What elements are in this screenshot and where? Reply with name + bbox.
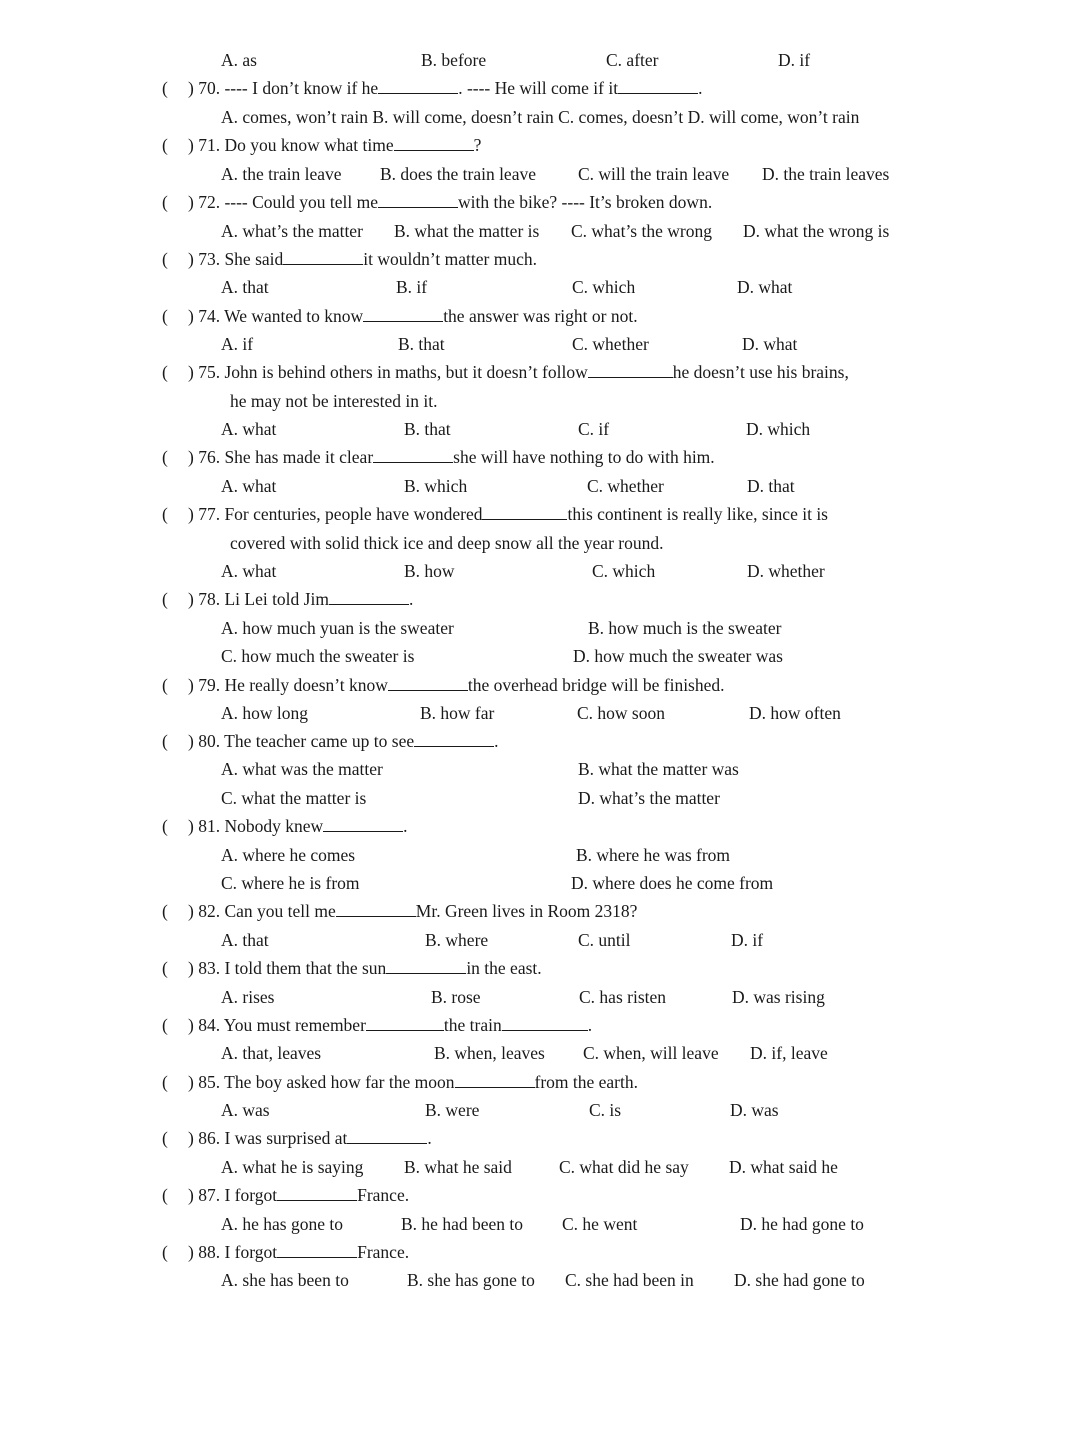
question-79: [0, 671, 1080, 699]
option-d: D. he had gone to: [740, 1214, 864, 1234]
question-stem: ) 84. You must remember the train .: [188, 1011, 592, 1039]
option-c: C. how soon: [577, 703, 665, 723]
question-84: [0, 1011, 1080, 1039]
question-stem-continued: he may not be interested in it.: [230, 391, 438, 411]
option-d: D. she had gone to: [734, 1270, 865, 1290]
options-row-q74: [0, 330, 1080, 358]
option-a: A. he has gone to: [221, 1214, 343, 1234]
option-c: C. she had been in: [565, 1270, 694, 1290]
option-d: D. how much the sweater was: [573, 646, 783, 666]
option-b: B. that: [398, 334, 445, 354]
options-row-q69: [0, 46, 1080, 74]
question-82: [0, 897, 1080, 925]
question-stem: ) 87. I forgot France.: [188, 1181, 409, 1209]
option-c: C. he went: [562, 1214, 638, 1234]
question-77: [0, 500, 1080, 528]
option-c: C. where he is from: [221, 873, 360, 893]
question-73: [0, 245, 1080, 273]
option-d: D. the train leaves: [762, 164, 890, 184]
answer-bracket: (: [162, 958, 168, 978]
option-a: A. what was the matter: [221, 759, 383, 779]
answer-bracket: (: [162, 1242, 168, 1262]
options-row-q86: [0, 1153, 1080, 1181]
option-d: D. was rising: [732, 987, 825, 1007]
question-stem-continued: covered with solid thick ice and deep snow all the year round.: [230, 533, 664, 553]
option-b: B. what the matter was: [578, 759, 739, 779]
options-row-q88: [0, 1266, 1080, 1294]
option-b: B. how: [404, 561, 455, 581]
option-b: B. she has gone to: [407, 1270, 535, 1290]
option-a: A. where he comes: [221, 845, 356, 865]
option-a: A. that: [221, 930, 269, 950]
answer-blank: [386, 954, 466, 974]
option-b: B. which: [404, 476, 468, 496]
options-row-q80-1: [0, 755, 1080, 783]
option-d: D. was: [730, 1100, 779, 1120]
option-d: D. what the wrong is: [743, 221, 890, 241]
question-76: [0, 443, 1080, 471]
option-a: A. that: [221, 277, 269, 297]
options-row-q73: [0, 273, 1080, 301]
option-c: C. whether: [587, 476, 664, 496]
option-b: B. where he was from: [576, 845, 731, 865]
option-d: D. whether: [747, 561, 825, 581]
option-d: D. where does he come from: [571, 873, 774, 893]
answer-blank: [347, 1124, 427, 1144]
options-row-q81-2: [0, 869, 1080, 897]
answer-blank: [378, 188, 458, 208]
option-a: A. what: [221, 419, 277, 439]
options-row-q82: [0, 926, 1080, 954]
option-c: C. has risten: [579, 987, 667, 1007]
answer-bracket: (: [162, 1015, 168, 1035]
options-row-q76: [0, 472, 1080, 500]
answer-blank: [378, 74, 458, 94]
question-87: [0, 1181, 1080, 1209]
option-b: B. when, leaves: [434, 1043, 545, 1063]
option-c: C. whether: [572, 334, 649, 354]
option-d: D. how often: [749, 703, 841, 723]
options-row-q80-2: [0, 784, 1080, 812]
answer-blank: [618, 74, 698, 94]
option-b: B. he had been to: [401, 1214, 523, 1234]
question-stem: ) 72. ---- Could you tell me with the bike? ---- It’s broken down.: [188, 188, 712, 216]
option-b: B. does the train leave: [380, 164, 536, 184]
option-b: B. how much is the sweater: [588, 618, 782, 638]
option-c: C. which: [572, 277, 636, 297]
option-c: C. if: [578, 419, 610, 439]
options-row-q70: [0, 103, 1080, 131]
answer-blank: [373, 443, 453, 463]
answer-blank: [588, 358, 673, 378]
answer-bracket: (: [162, 589, 168, 609]
answer-bracket: (: [162, 1072, 168, 1092]
option-b: B. before: [421, 50, 487, 70]
answer-blank: [277, 1238, 357, 1258]
answer-blank: [366, 1011, 444, 1031]
question-stem: ) 80. The teacher came up to see .: [188, 727, 498, 755]
answer-blank: [277, 1181, 357, 1201]
option-d: D. what’s the matter: [578, 788, 720, 808]
question-stem: ) 83. I told them that the sun in the east.: [188, 954, 542, 982]
answer-blank: [323, 812, 403, 832]
answer-bracket: (: [162, 731, 168, 751]
question-70: [0, 74, 1080, 102]
question-81: [0, 812, 1080, 840]
option-b: B. what the matter is: [394, 221, 540, 241]
option-a: A. the train leave: [221, 164, 342, 184]
options-row-q84: [0, 1039, 1080, 1067]
question-75: [0, 358, 1080, 386]
option-c: C. how much the sweater is: [221, 646, 415, 666]
options-row-q79: [0, 699, 1080, 727]
option-a: A. what: [221, 561, 277, 581]
question-stem: ) 82. Can you tell me Mr. Green lives in Room 2318?: [188, 897, 637, 925]
answer-blank: [388, 671, 468, 691]
options-row-q78-1: [0, 614, 1080, 642]
answer-blank: [329, 585, 409, 605]
option-d: D. what: [737, 277, 793, 297]
question-stem: ) 86. I was surprised at .: [188, 1124, 432, 1152]
question-stem: ) 71. Do you know what time ?: [188, 131, 481, 159]
question-85: [0, 1068, 1080, 1096]
answer-bracket: (: [162, 816, 168, 836]
option-a: A. how much yuan is the sweater: [221, 618, 454, 638]
option-b: B. rose: [431, 987, 481, 1007]
option-c: C. will the train leave: [578, 164, 730, 184]
answer-bracket: (: [162, 447, 168, 467]
question-stem: ) 85. The boy asked how far the moon from the earth.: [188, 1068, 638, 1096]
question-stem: ) 70. ---- I don’t know if he . ---- He will come if it .: [188, 74, 702, 102]
question-stem: ) 88. I forgot France.: [188, 1238, 409, 1266]
option-c: C. until: [578, 930, 631, 950]
answer-blank: [283, 245, 363, 265]
option-d: D. what: [742, 334, 798, 354]
answer-bracket: (: [162, 901, 168, 921]
options-row-q75: [0, 415, 1080, 443]
option-c: C. what did he say: [559, 1157, 689, 1177]
option-c: C. is: [589, 1100, 622, 1120]
option-d: D. if: [731, 930, 764, 950]
question-86: [0, 1124, 1080, 1152]
question-stem: ) 79. He really doesn’t know the overhead bridge will be finished.: [188, 671, 725, 699]
options-row-q83: [0, 983, 1080, 1011]
options-row-q85: [0, 1096, 1080, 1124]
option-b: B. what he said: [404, 1157, 512, 1177]
option-c: C. when, will leave: [583, 1043, 719, 1063]
option-a: A. what he is saying: [221, 1157, 364, 1177]
question-71: [0, 131, 1080, 159]
answer-blank: [363, 302, 443, 322]
option-a: A. as: [221, 50, 257, 70]
option-c: C. what’s the wrong: [571, 221, 712, 241]
options-row-q78-2: [0, 642, 1080, 670]
question-stem: ) 76. She has made it clear she will have nothing to do with him.: [188, 443, 715, 471]
options-row-q72: [0, 217, 1080, 245]
option-b: B. how far: [420, 703, 495, 723]
option-b: B. where: [425, 930, 489, 950]
question-80: [0, 727, 1080, 755]
options-row-q81-1: [0, 841, 1080, 869]
answer-blank: [502, 1011, 588, 1031]
options-row-q87: [0, 1210, 1080, 1238]
answer-bracket: (: [162, 1128, 168, 1148]
question-stem: ) 77. For centuries, people have wondered this continent is really like, since it is: [188, 500, 828, 528]
option-a: A. how long: [221, 703, 309, 723]
answer-blank: [414, 727, 494, 747]
answer-blank: [394, 131, 474, 151]
option-d: D. if: [778, 50, 811, 70]
answer-bracket: (: [162, 362, 168, 382]
answer-blank: [482, 500, 567, 520]
answer-bracket: (: [162, 675, 168, 695]
question-75-continued: [0, 387, 1080, 415]
option-a: A. what: [221, 476, 277, 496]
answer-bracket: (: [162, 249, 168, 269]
question-stem: ) 78. Li Lei told Jim .: [188, 585, 413, 613]
question-78: [0, 585, 1080, 613]
answer-bracket: (: [162, 192, 168, 212]
answer-bracket: (: [162, 78, 168, 98]
answer-bracket: (: [162, 135, 168, 155]
question-88: [0, 1238, 1080, 1266]
option-a: A. she has been to: [221, 1270, 349, 1290]
options-inline: A. comes, won’t rain B. will come, doesn’t rain C. comes, doesn’t D. will come, won’t rain: [221, 107, 860, 127]
option-b: B. were: [425, 1100, 480, 1120]
question-stem: ) 81. Nobody knew .: [188, 812, 408, 840]
question-74: [0, 302, 1080, 330]
option-c: C. after: [606, 50, 659, 70]
answer-bracket: (: [162, 306, 168, 326]
question-stem: ) 73. She said it wouldn’t matter much.: [188, 245, 537, 273]
question-72: [0, 188, 1080, 216]
answer-bracket: (: [162, 504, 168, 524]
option-c: C. what the matter is: [221, 788, 367, 808]
option-a: A. rises: [221, 987, 275, 1007]
option-d: D. which: [746, 419, 811, 439]
answer-bracket: (: [162, 1185, 168, 1205]
answer-blank: [455, 1068, 535, 1088]
question-77-continued: [0, 529, 1080, 557]
option-a: A. that, leaves: [221, 1043, 322, 1063]
option-c: C. which: [592, 561, 656, 581]
option-a: A. if: [221, 334, 254, 354]
options-row-q71: [0, 160, 1080, 188]
option-d: D. that: [747, 476, 795, 496]
question-stem: ) 75. John is behind others in maths, but it doesn’t follow he doesn’t use his brains,: [188, 358, 849, 386]
question-83: [0, 954, 1080, 982]
option-b: B. if: [396, 277, 428, 297]
option-b: B. that: [404, 419, 451, 439]
question-stem: ) 74. We wanted to know the answer was right or not.: [188, 302, 638, 330]
option-a: A. was: [221, 1100, 270, 1120]
options-row-q77: [0, 557, 1080, 585]
option-d: D. if, leave: [750, 1043, 828, 1063]
option-d: D. what said he: [729, 1157, 838, 1177]
option-a: A. what’s the matter: [221, 221, 363, 241]
answer-blank: [336, 897, 416, 917]
